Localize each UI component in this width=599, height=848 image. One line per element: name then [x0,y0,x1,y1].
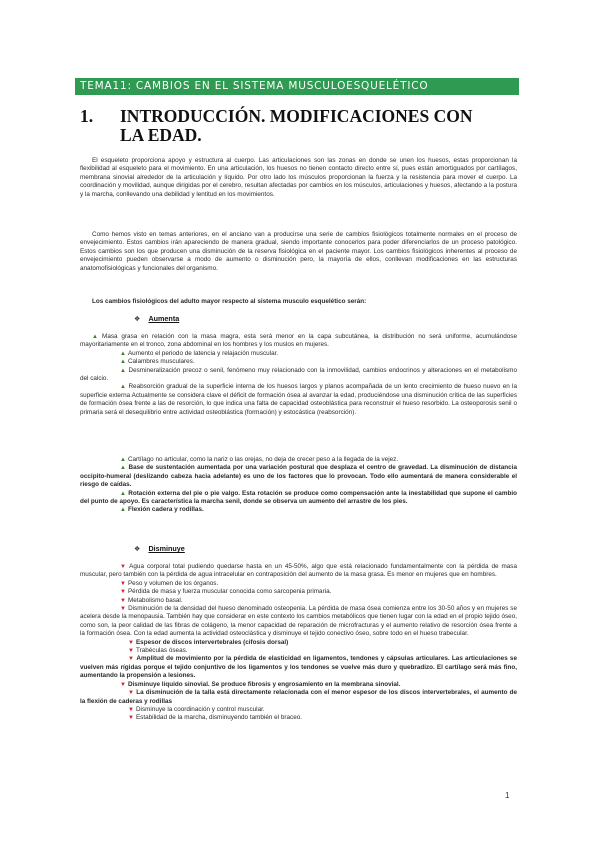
page-number: 1 [505,791,510,800]
list-item: ▲ Calambres musculares. [120,358,195,366]
chapter-banner: TEMA11: CAMBIOS EN EL SISTEMA MUSCULOESQUELÉTICO [75,78,519,95]
list-item: ▲ Rotación externa del pie o pie valgo. Esta rotación se produce como compensación ante la inestabilidad que supone el cambio del punto de apoyo. Es característica la marcha senil, donde se observa un aumento del arrastre de los pies. [80,489,517,506]
triangle-up-icon: ▲ [120,350,126,357]
triangle-up-icon: ▲ [120,490,127,497]
intro-paragraph-2: Como hemos visto en temas anteriores, en el anciano van a producirse una serie de cambios fisiológicos totalmente normales en el proceso de envejecimiento. Estos cambios irán apareciendo de manera gradual, siendo importante conocerlos para poder diferenciarlos de un proceso patológico. Estos cambios son los que producen una disminución de la reserva fisiológica en el paciente mayor. Los cambios fisiológicos inherentes al proceso de envejecimiento pueden observarse a modo de aumento o disminución pero, la mayoría de ellos, conllevan modificaciones en las estructuras anatomofisiológicas y funcionales del organismo. [80,231,517,272]
list-item: ▼ Peso y volumen de los órganos. [120,579,219,587]
aumenta-list [80,333,517,417]
list-item: ▲ Reabsorción gradual de la superficie interna de los huesos largos y planos acompañada de un lento crecimiento de hueso nuevo en la superficie externa Actualmente se considera clave el déficit de formación ósea al avanzar la edad, produciéndose una disminución crítica de las superficies de formación ósea frente a las de resorción, lo que indica una falta de capacidad osteoblástica para reconstruir el hueso resorbido. La osteoporosis senil o primaria será el desequilibrio entre actividad osteoblástica (formación) y estocástica (reabsorción). [80,383,517,416]
section-number: 1. [80,106,94,126]
section-title: INTRODUCCIÓN. MODIFICACIONES CON LA EDAD. [120,106,473,145]
triangle-up-icon: ▲ [120,457,126,463]
list-item: ▼ Disminuye la coordinación y control muscular. [128,705,265,713]
diamond-bullet-icon: ❖ [134,544,141,553]
triangle-up-icon: ▲ [120,367,127,374]
triangle-down-icon: ▼ [120,597,126,604]
list-item: ▼ Agua corporal total pudiendo quedarse hasta en un 45-50%, algo que está relacionado fundamentalmente con la pérdida de masa muscular, pero también con la pérdida de agua intracelular en contraposición del aumento de la masa grasa. Es menor en mujeres que en hombres. [80,563,517,579]
list-item: ▼ Metabolismo basal. [120,596,183,604]
triangle-down-icon: ▼ [128,706,134,713]
triangle-down-icon: ▼ [120,580,126,587]
list-item: ▼ Disminución de la densidad del hueso denominado osteopenia. La pérdida de masa ósea comienza entre los 30-50 años y en mujeres se acelera desde la menopausia. También hay que considerar en este contexto los cambios metabólicos que tienen lugar con la edad en el propio tejido óseo, como son, la peor calidad de las fibras de colágeno, la menor capacidad de reparación de microfracturas y el aumento relativo de resorción ósea frente a la formación ósea. Con la edad aumenta la actividad osteoclástica y disminuye el tejido conectivo óseo, sobre todo en el hueso trabecular. [80,605,517,638]
list-item: ▲ Cartílago no articular, como la nariz o las orejas, no deja de crecer peso a la llegada de la vejez. [120,456,399,463]
triangle-up-icon: ▲ [120,384,127,391]
list-item: ▼ Disminuye líquido sinovial. Se produce fibrosis y engrosamiento en la membrana sinovial. [120,680,401,688]
list-item: ▼ Trabéculas óseas. [128,647,188,655]
list-item: ▼ Espesor de discos intervertebrales (cifosis dorsal) [128,638,289,646]
triangle-down-icon: ▼ [120,681,126,688]
triangle-down-icon: ▼ [128,656,135,663]
disminuye-subheading: ❖ Disminuye [134,544,185,553]
list-item: ▲ Aumento el periodo de latencia y relajación muscular. [120,349,279,357]
list-item: ▲ Base de sustentación aumentada por una variación postural que desplaza el centro de gravedad. La disminución de distancia occipito-humeral (deslizando cabeza hacia adelante) es uno de los factores que lo provocan. Todo ello aumentará de manera considerable el riesgo de caídas. [80,464,517,489]
list-item: ▼ Pérdida de masa y fuerza muscular conocida como sarcopenia primaria. [120,588,332,596]
list-item: ▲ Masa grasa en relación con la masa magra, esta será menor en la capa subcutánea, la distribución no será uniforme, acumulándose mayoritariamente en el tronco, zona abdominal en los hombres y los muslos en mujeres. [80,333,517,349]
list-item: ▲ Desmineralización precoz o senil, fenómeno muy relacionado con la inmovilidad, cambios endocrinos y alteraciones en el metabolismo del calcio. [80,366,517,383]
list-item: ▼ La disminución de la talla está directamente relacionada con el menor espesor de los discos intervertebrales, el aumento de la flexión de caderas y rodillas [80,689,517,705]
triangle-up-icon: ▲ [120,359,126,366]
lead-sentence: Los cambios fisiológicos del adulto mayor respecto al sistema musculo esquelético serán: [92,298,367,305]
triangle-up-icon: ▲ [92,334,101,340]
triangle-down-icon: ▼ [128,715,134,722]
triangle-up-icon: ▲ [120,507,126,514]
list-item: ▲ Flexión cadera y rodillas. [120,506,204,514]
triangle-down-icon: ▼ [120,606,127,613]
triangle-down-icon: ▼ [120,589,126,596]
aumenta-subheading: ❖ Aumenta [134,314,180,323]
diamond-bullet-icon: ❖ [134,314,141,323]
triangle-up-icon: ▲ [120,465,127,472]
aumenta-list-continued [80,456,517,515]
triangle-down-icon: ▼ [120,564,128,570]
list-item: ▼ Amplitud de movimiento por la pérdida de elasticidad en ligamentos, tendones y cápsulas articulares. Las articulaciones se vuelven más rígidas porque el tejido conjuntivo de los ligamentos y los tendones se vuelve más duro y quebradizo. El cartílago será más fino, aumentando la propensión a lesiones. [80,655,517,680]
intro-paragraph-1: El esqueleto proporciona apoyo y estructura al cuerpo. Las articulaciones son las zonas en donde se unen los huesos, estas proporcionan la flexibilidad al esqueleto para el movimiento. En una articulación, los huesos no tienen contacto directo entre sí, pues están amortiguados por cartílagos, membrana sinovial alrededor de la articulación y líquido. Por otro lado los músculos proporcionan la fuerza y la resistencia para mover el cuerpo. La coordinación y movilidad, aunque dirigidas por el cerebro, resultan afectadas por cambios en los músculos, articulaciones y huesos, afectando a la postura y la marcha, conllevando una debilidad y lentitud en los movimientos. [80,157,517,198]
disminuye-list [80,563,517,723]
triangle-down-icon: ▼ [128,648,134,655]
list-item: ▼ Estabilidad de la marcha, disminuyendo también el braceo. [128,714,303,722]
triangle-down-icon: ▼ [128,639,134,646]
triangle-down-icon: ▼ [128,690,135,697]
